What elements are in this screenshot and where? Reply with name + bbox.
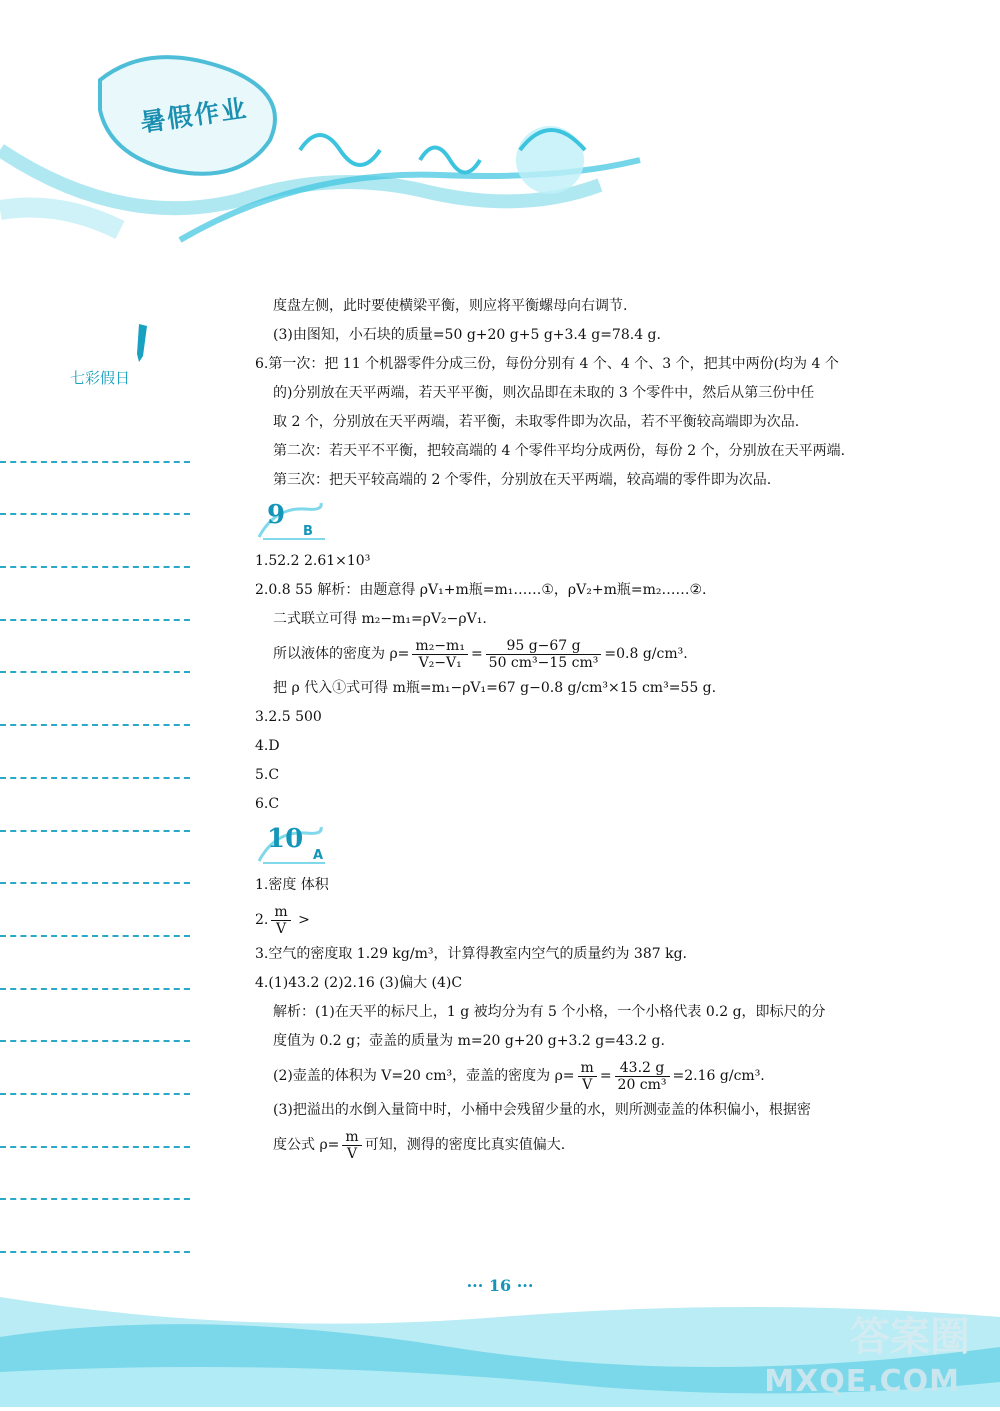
formula-text: =0.8 g/cm³. <box>604 646 688 662</box>
numerator: 43.2 g <box>615 1060 670 1077</box>
answer-line: 度值为 0.2 g；壶盖的质量为 m=20 g+20 g+3.2 g=43.2 g. <box>273 1033 665 1049</box>
numerator: m <box>342 1129 361 1146</box>
formula-text: =2.16 g/cm³. <box>672 1068 765 1084</box>
text-line: 的)分别放在天平两端，若天平平衡，则次品即在未取的 3 个零件中，然后从第三份中任 <box>273 385 815 401</box>
denominator: V <box>582 1076 593 1093</box>
formula-text: 可知，测得的密度比真实值偏大. <box>364 1137 566 1153</box>
formula-text: = <box>470 646 483 662</box>
section-number: 9 <box>267 500 286 530</box>
header-badge: 暑假作业 <box>138 93 250 138</box>
note-line <box>0 884 190 937</box>
note-line <box>0 779 190 832</box>
denominator: V <box>275 920 287 937</box>
note-line <box>0 1042 190 1095</box>
page-number: ··· 16 ··· <box>466 1276 534 1295</box>
section-level: A <box>313 848 324 863</box>
answer-line: 3.2.5 500 <box>255 709 322 725</box>
section-number: 10 <box>267 824 304 854</box>
numerator: m <box>578 1060 597 1077</box>
numerator: m₂−m₁ <box>412 638 468 655</box>
note-line <box>0 568 190 621</box>
text-line: (3)由图知，小石块的质量=50 g+20 g+5 g+3.4 g=78.4 g. <box>273 327 661 343</box>
note-line <box>0 463 190 516</box>
note-line <box>0 621 190 674</box>
header-decoration <box>0 0 1000 250</box>
note-line <box>0 990 190 1043</box>
section-9-heading <box>255 499 895 543</box>
answer-line: 1.52.2 2.61×10³ <box>255 553 371 569</box>
denominator: V <box>347 1145 358 1162</box>
denominator: 20 cm³ <box>617 1076 667 1093</box>
note-line <box>0 1148 190 1201</box>
fraction <box>412 638 468 671</box>
text-line: 6.第一次：把 11 个机器零件分成三份，每份分别有 4 个、4 个、3 个，把其中两份(均为 4 个 <box>255 356 839 372</box>
fraction <box>486 638 602 671</box>
formula-line <box>255 1125 895 1165</box>
answer-line: 6.C <box>255 796 280 812</box>
text-line: 度盘左侧，此时要使横梁平衡，则应将平衡螺母向右调节. <box>273 298 628 314</box>
section-10-heading <box>255 823 895 867</box>
watermark: MXQE.COM <box>764 1364 960 1399</box>
pen-icon <box>133 322 151 366</box>
answer-line: 解析：(1)在天平的标尺上，1 g 被均分为有 5 个小格，一个小格代表 0.2 g，即标尺的分 <box>273 1004 826 1020</box>
answer-line: 1.密度 体积 <box>255 877 329 893</box>
answer-content <box>255 292 895 1165</box>
text-line: 第二次：若天平不平衡，把较高端的 4 个零件平均分成两份，每份 2 个，分别放在天平两端. <box>273 443 846 459</box>
numerator: m <box>271 904 290 921</box>
note-line <box>0 726 190 779</box>
note-line <box>0 937 190 990</box>
formula-line <box>255 1056 895 1096</box>
note-line <box>0 1095 190 1148</box>
answer-line: 3.空气的密度取 1.29 kg/m³，计算得教室内空气的质量约为 387 kg. <box>255 946 687 962</box>
answer-line: 5.C <box>255 767 280 783</box>
formula-text: 所以液体的密度为 ρ= <box>273 646 410 662</box>
answer-line: 把 ρ 代入①式可得 m瓶=m₁−ρV₁=67 g−0.8 g/cm³×15 cm³=55 g. <box>273 680 717 696</box>
formula-text: 2. <box>255 912 269 928</box>
formula-text: (2)壶盖的体积为 V=20 cm³，壶盖的密度为 ρ= <box>273 1068 575 1084</box>
fraction <box>578 1060 597 1093</box>
watermark-logo: 答案圈 <box>850 1314 970 1360</box>
fraction <box>342 1129 361 1162</box>
sidebar-brand: 七彩假日 <box>70 369 131 387</box>
formula-line <box>255 900 895 940</box>
formula-line <box>255 634 895 674</box>
fraction <box>271 904 290 937</box>
answer-line: 4.D <box>255 738 280 754</box>
answer-line: 2.0.8 55 解析：由题意得 ρV₁+m瓶=m₁……①，ρV₂+m瓶=m₂……②. <box>255 582 707 598</box>
text-line: 取 2 个，分别放在天平两端，若平衡，未取零件即为次品，若不平衡较高端即为次品. <box>273 414 800 430</box>
formula-text: > <box>293 912 310 928</box>
fraction <box>615 1060 670 1093</box>
denominator: V₂−V₁ <box>418 654 462 671</box>
answer-line: (3)把溢出的水倒入量筒中时，小桶中会残留少量的水，则所测壶盖的体积偏小，根据密 <box>273 1102 811 1118</box>
note-line <box>0 1200 190 1253</box>
text-line: 第三次：把天平较高端的 2 个零件，分别放在天平两端，较高端的零件即为次品. <box>273 472 772 488</box>
numerator: 95 g−67 g <box>486 638 602 655</box>
note-line <box>0 515 190 568</box>
section-level: B <box>303 524 313 539</box>
formula-text: = <box>599 1068 612 1084</box>
answer-line: 二式联立可得 m₂−m₁=ρV₂−ρV₁. <box>273 611 487 627</box>
formula-text: 度公式 ρ= <box>273 1137 340 1153</box>
note-line <box>0 673 190 726</box>
note-line <box>0 832 190 885</box>
note-line <box>0 410 190 463</box>
note-lines <box>0 410 190 1253</box>
denominator: 50 cm³−15 cm³ <box>488 654 599 671</box>
answer-line: 4.(1)43.2 (2)2.16 (3)偏大 (4)C <box>255 975 463 991</box>
